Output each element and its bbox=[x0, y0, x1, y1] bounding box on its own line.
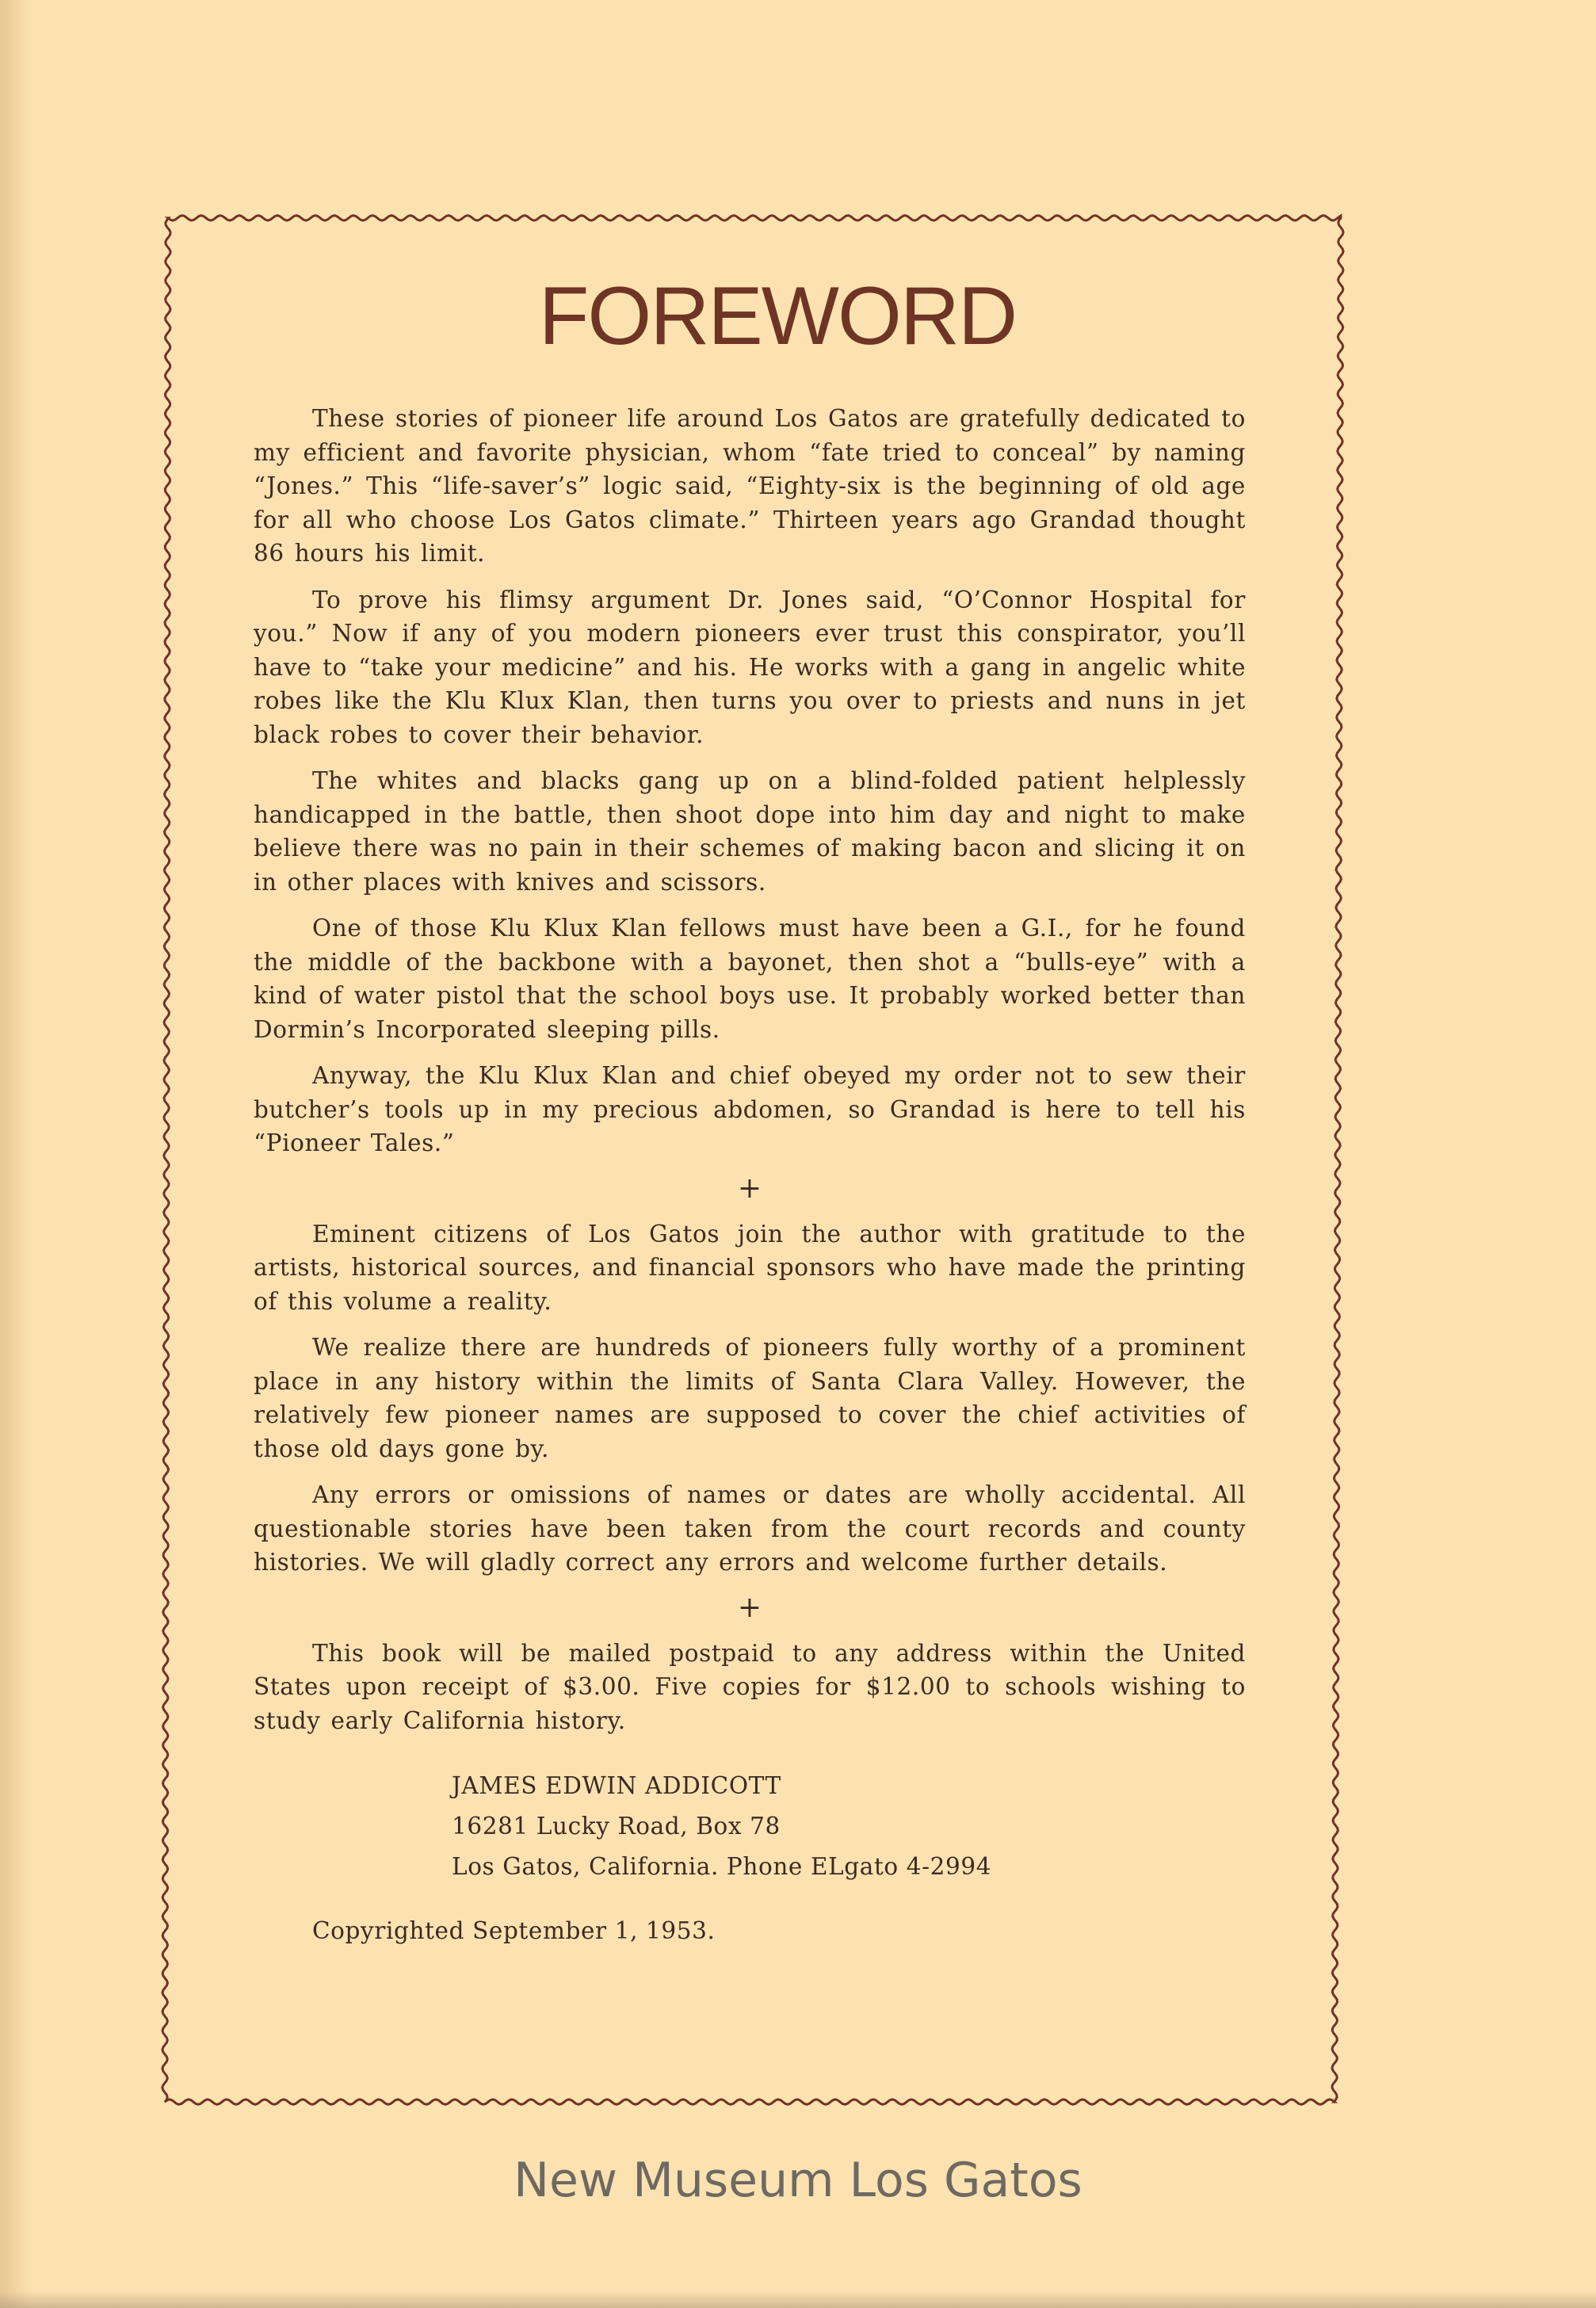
paragraph: Eminent citizens of Los Gatos join the author with gratitude to the artists, historical sources, and financial sponsors who have made the printing of this volume a reality. bbox=[254, 1220, 1246, 1315]
paragraph: We realize there are hundreds of pioneers fully worthy of a prominent place in any history within the limits of Santa Clara Valley. However, the relatively few pioneer names are supposed to cover the chief activities of those old days gone by. bbox=[254, 1334, 1246, 1462]
foreword-section-2 bbox=[254, 1217, 1246, 1580]
section-separator: + bbox=[737, 1591, 762, 1624]
museum-watermark: New Museum Los Gatos bbox=[514, 2153, 1082, 2208]
paragraph: This book will be mailed postpaid to any address within the United States upon receipt of $3.00. Five copies for $12.00 to schools wishing to study early California history. bbox=[254, 1639, 1246, 1734]
page-title: FOREWORD bbox=[538, 270, 1017, 362]
paragraph: Any errors or omissions of names or dates are wholly accidental. All questionable stories have been taken from the court records and county histories. We will gladly correct any errors and welcome further details. bbox=[254, 1481, 1246, 1576]
author-city-phone: Los Gatos, California. Phone ELgato 4-2994 bbox=[452, 1853, 992, 1880]
paragraph: These stories of pioneer life around Los Gatos are gratefully dedicated to my efficient and favorite physician, whom “fate tried to conceal” by naming “Jones.” This “life-saver’s” logic said, “Eighty-six is the beginning of old age for all who choose Los Gatos climate.” Thirteen years ago Grandad thought 86 hours his limit. bbox=[254, 405, 1246, 567]
paragraph: One of those Klu Klux Klan fellows must have been a G.I., for he found the middle of the backbone with a bayonet, then shot a “bulls-eye” with a kind of water pistol that the school boys use. It probably worked better than Dormin’s Incorporated sleeping pills. bbox=[254, 915, 1246, 1043]
author-signature-block bbox=[452, 1766, 1246, 1887]
paragraph: The whites and blacks gang up on a blind-folded patient helplessly handicapped in the battle, then shoot dope into him day and night to make believe there was no pain in their schemes of making bacon and slicing it on in other places with knives and scissors. bbox=[254, 767, 1246, 896]
page-bottom-edge bbox=[0, 2291, 1596, 2308]
author-address: 16281 Lucky Road, Box 78 bbox=[452, 1813, 781, 1840]
paragraph: To prove his flimsy argument Dr. Jones said, “O’Connor Hospital for you.” Now if any of you modern pioneers ever trust this conspirator, you’ll have to “take your medicine” and his. He works with a gang in angelic white robes like the Klu Klux Klan, then turns you over to priests and nuns in jet black robes to cover their behavior. bbox=[254, 586, 1246, 748]
foreword-section-1 bbox=[254, 402, 1246, 1160]
paragraph: Anyway, the Klu Klux Klan and chief obeyed my order not to sew their butcher’s tools up in my precious abdomen, so Grandad is here to tell his “Pioneer Tales.” bbox=[254, 1062, 1246, 1156]
foreword-section-3 bbox=[254, 1637, 1246, 1738]
foreword-frame bbox=[254, 269, 1246, 1944]
section-separator: + bbox=[737, 1171, 762, 1205]
copyright-line: Copyrighted September 1, 1953. bbox=[312, 1917, 716, 1944]
author-name: JAMES EDWIN ADDICOTT bbox=[452, 1772, 781, 1799]
